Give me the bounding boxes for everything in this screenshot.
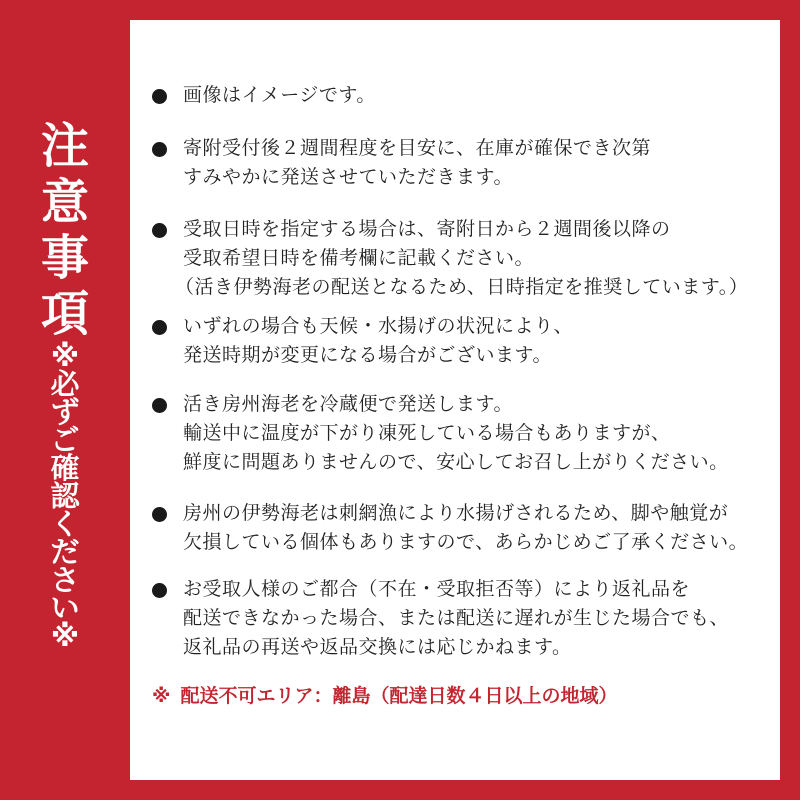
note-line: 返礼品の再送や返品交換には応じかねます。 xyxy=(183,636,572,658)
subtitle-char: ず xyxy=(50,395,80,429)
bullet-icon xyxy=(152,223,167,238)
note-item xyxy=(152,81,772,110)
title-char: 事 xyxy=(40,230,89,286)
subtitle-char: 認 xyxy=(50,479,80,513)
note-item xyxy=(152,575,772,662)
notes-panel xyxy=(130,20,780,780)
bullet-icon xyxy=(152,320,167,335)
note-line: （活き伊勢海老の配送となるため、日時指定を推奨しています。） xyxy=(175,276,749,298)
subtitle-char: ご xyxy=(50,423,80,457)
bullet-icon xyxy=(152,142,167,157)
note-line: 寄附受付後２週間程度を目安に、在庫が確保でき次第 xyxy=(183,137,652,159)
sidebar xyxy=(0,0,130,800)
note-item xyxy=(152,390,772,477)
bullet-icon xyxy=(152,398,167,413)
subtitle-char: さ xyxy=(50,563,80,597)
note-line: 鮮度に問題ありませんので、安心してお召し上がりください。 xyxy=(183,451,729,473)
note-line: 受取希望日時を備考欄に記載ください。 xyxy=(183,247,535,269)
note-item xyxy=(152,312,772,370)
bullet-icon xyxy=(152,507,167,522)
note-line: いずれの場合も天候・水揚げの状況により、 xyxy=(183,315,574,337)
note-line: お受取人様のご都合（不在・受取拒否等）により返礼品を xyxy=(183,578,691,600)
note-line: 受取日時を指定する場合は、寄附日から２週間後以降の xyxy=(183,218,671,240)
note-mark: ※ xyxy=(152,685,171,707)
subtitle-char: い xyxy=(50,591,80,625)
subtitle-char: く xyxy=(50,507,80,541)
note-line: 房州の伊勢海老は刺網漁により水揚げされるため、脚や触覚が xyxy=(183,502,729,524)
bullet-icon xyxy=(152,89,167,104)
note-line: 活き房州海老を冷蔵便で発送します。 xyxy=(183,393,513,415)
notice-title xyxy=(38,118,92,342)
note-item xyxy=(152,499,772,557)
title-char: 項 xyxy=(40,286,89,342)
title-char: 注 xyxy=(40,118,89,174)
subtitle-char: ※ xyxy=(50,619,80,653)
title-char: 意 xyxy=(40,174,89,230)
note-line: 欠損している個体もありますので、あらかじめご了承ください。 xyxy=(183,531,749,553)
note-line: 画像はイメージです。 xyxy=(183,84,376,106)
note-line: すみやかに発送させていただきます。 xyxy=(183,166,513,188)
note-item xyxy=(152,134,772,192)
note-line: 発送時期が変更になる場合がございます。 xyxy=(183,344,552,366)
subtitle-char: だ xyxy=(50,535,80,569)
subtitle-char: ※ xyxy=(50,339,80,373)
note-line: 輸送中に温度が下がり凍死している場合もありますが、 xyxy=(183,422,671,444)
subtitle-char: 確 xyxy=(50,451,80,485)
note-item xyxy=(152,215,772,302)
bullet-icon xyxy=(152,583,167,598)
delivery-exclusion-note xyxy=(152,682,618,711)
subtitle-char: 必 xyxy=(50,367,80,401)
note-line: 配送できなかった場合、または配送に遅れが生じた場合でも、 xyxy=(183,607,730,629)
notice-subtitle xyxy=(48,339,82,653)
note-text: 配送不可エリア：離島（配達日数４日以上の地域） xyxy=(180,685,618,707)
